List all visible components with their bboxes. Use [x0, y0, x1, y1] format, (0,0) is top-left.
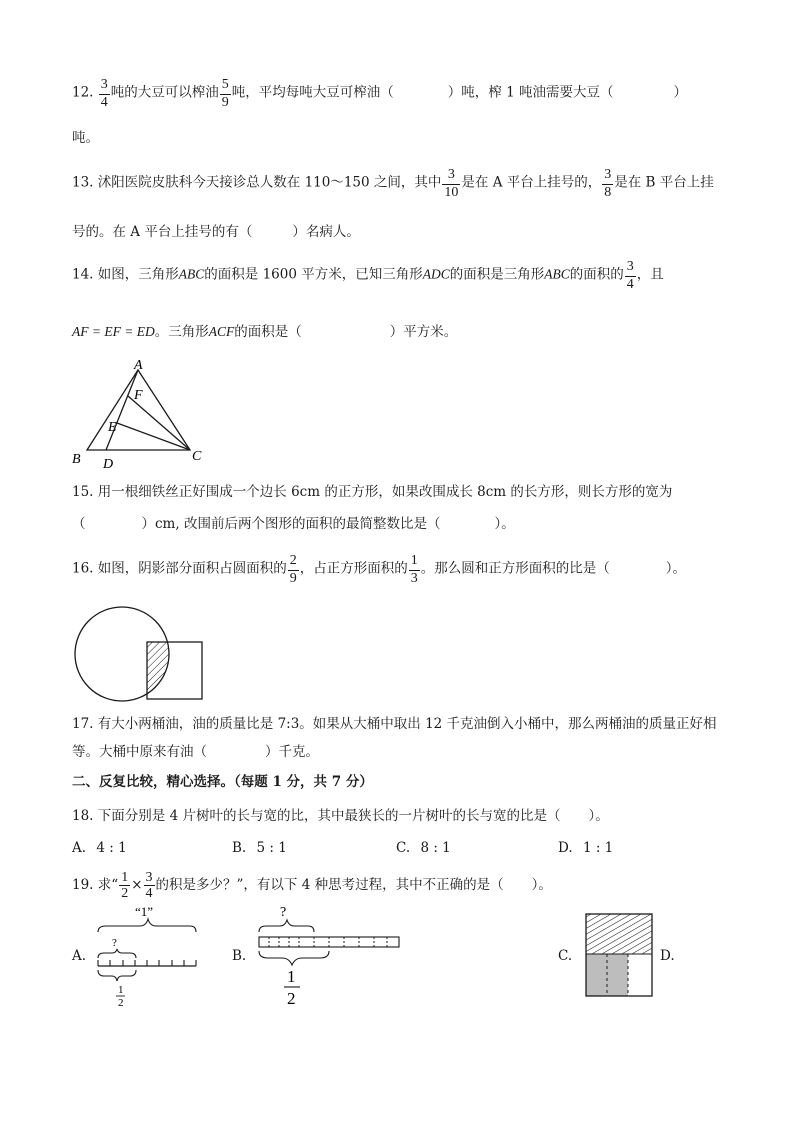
q18-text-1: 下面分别是 4 片树叶的长与宽的比，其中最狭长的一片树叶的长与宽的比是（: [97, 808, 561, 824]
q13-text-5: ）名病人。: [292, 224, 360, 240]
q16-text-3: 。那么圆和正方形面积的比是（: [420, 560, 610, 577]
q13-line1: [72, 166, 714, 200]
q16-fraction-a: $\frac{2}{9}$: [289, 553, 297, 586]
small-top-brace: [98, 949, 136, 958]
q16-line1: [72, 552, 686, 586]
q15-text-2: （: [72, 516, 86, 532]
q18-text-2: ）。: [588, 808, 609, 824]
q13-text-2: 是在 A 平台上挂号的，: [461, 174, 602, 191]
q18-option-b-label: B.: [232, 840, 247, 856]
q14-adc: ADC: [422, 266, 450, 282]
q15-line2: [72, 514, 515, 534]
q12-text-3: ）吨，榨 1 吨油需要大豆（: [447, 84, 614, 101]
q12-line1: [72, 76, 687, 110]
q19-option-b[interactable]: [232, 946, 246, 966]
q15-number: 15.: [72, 484, 94, 500]
q15-text-4: ）。: [494, 516, 515, 532]
hatched-top: [586, 914, 652, 954]
q19-fraction-a: $\frac{1}{2}$: [121, 870, 129, 901]
q14-text-4: 的面积的: [569, 266, 624, 283]
q18-option-d-value: 1 : 1: [582, 840, 614, 856]
q18-option-b[interactable]: [232, 838, 287, 858]
q14-line1: [72, 258, 664, 292]
q15-line1: [72, 482, 672, 502]
q18-option-d[interactable]: [558, 838, 613, 858]
segment-fc: [128, 396, 190, 450]
number-line-ticks: [98, 960, 196, 966]
q13-number: 13.: [72, 174, 94, 191]
q18-option-a-label: A.: [72, 840, 87, 856]
q14-fraction: $\frac{3}{4}$: [626, 259, 634, 292]
q18-option-c[interactable]: [396, 838, 451, 858]
bottom-brace-b: [259, 951, 329, 965]
q17-text-2: 等。大桶中原来有油（: [72, 744, 207, 760]
q18-option-c-label: C.: [396, 840, 411, 856]
q14-number: 14.: [72, 266, 94, 283]
shaded-region: [147, 642, 177, 702]
q18-option-a[interactable]: [72, 838, 127, 858]
q19-option-a-diagram: [92, 902, 204, 1012]
q17-line2: [72, 742, 319, 762]
q19-option-a-label: A.: [72, 948, 87, 964]
q14-abc: ABC: [178, 266, 205, 282]
q16-text-1: 如图，阴影部分面积占圆面积的: [97, 560, 287, 577]
label-e: E: [108, 420, 117, 435]
q18-option-b-value: 5 : 1: [256, 840, 287, 856]
q17-number: 17.: [72, 716, 94, 732]
q18-line1: [72, 806, 609, 826]
q18-option-c-value: 8 : 1: [420, 840, 451, 856]
q14-text-5: ，且: [636, 266, 664, 283]
q16-text-4: ）。: [665, 560, 687, 577]
segment-ec: [117, 423, 190, 450]
q18-number: 18.: [72, 808, 94, 824]
top-brace: [98, 919, 196, 932]
bar-dividers: [269, 937, 387, 947]
half-num-b: 1: [287, 967, 296, 986]
section-2-title: 二、反复比较，精心选择。（每题 1 分，共 7 分）: [72, 774, 373, 790]
q13-fraction-b: $\frac{3}{8}$: [604, 167, 612, 200]
q17-line1: [72, 714, 717, 734]
q14-equation: AF = EF = ED: [72, 324, 155, 339]
q19-text-3: ）。: [531, 877, 552, 893]
bottom-brace: [98, 970, 136, 981]
q19-option-c-diagram: [584, 912, 656, 1000]
q19-option-b-diagram: [254, 902, 404, 1010]
q14-abc-2: ABC: [544, 266, 570, 282]
q12-fraction-a: $\frac{3}{4}$: [100, 77, 108, 110]
label-f: F: [134, 388, 143, 403]
q14-triangle-figure: [70, 356, 220, 472]
q14-text-6: 。三角形: [154, 324, 209, 340]
triangle-abc: [87, 370, 190, 450]
q18-option-a-value: 4 : 1: [96, 840, 127, 856]
one-label: “1”: [135, 904, 154, 919]
label-c: C: [192, 449, 202, 464]
q19-line1: [72, 870, 552, 901]
q13-text-3: 是在 B 平台上挂: [614, 174, 714, 191]
q19-number: 19.: [72, 877, 94, 893]
q13-text-1: 沭阳医院皮肤科今天接诊总人数在 110～150 之间，其中: [97, 174, 442, 191]
label-b: B: [72, 452, 81, 467]
q19-fraction-b: $\frac{3}{4}$: [145, 870, 153, 901]
q19-option-c[interactable]: [558, 946, 572, 966]
q19-option-a[interactable]: [72, 946, 86, 966]
q12-line2: [72, 128, 99, 148]
q15-text-3: ）cm, 改围前后两个图形的面积的最简整数比是（: [141, 516, 441, 532]
q12-text-5: 吨。: [72, 130, 99, 146]
q16-circle-square-figure: [70, 604, 210, 704]
label-d: D: [103, 457, 114, 472]
q13-text-4: 号的。在 A 平台上挂号的有（: [72, 224, 253, 240]
top-brace-b: [259, 920, 314, 932]
q12-text-1: 吨的大豆可以榨油: [110, 84, 219, 101]
q12-fraction-b: $\frac{5}{9}$: [221, 77, 229, 110]
half-num-a: 1: [118, 984, 124, 996]
label-a: A: [134, 358, 143, 373]
q19-option-c-label: C.: [558, 948, 573, 964]
q12-text-4: ）: [673, 84, 687, 101]
q19-option-d[interactable]: [660, 946, 675, 966]
half-den-b: 2: [287, 989, 296, 1008]
q19-text-2: 的积是多少？”，有以下 4 种思考过程，其中不正确的是（: [155, 877, 504, 893]
q17-text-1: 有大小两桶油，油的质量比是 7:3。如果从大桶中取出 12 千克油倒入小桶中，那么两桶油的质量正好相: [97, 716, 717, 732]
q14-acf: ACF: [208, 324, 235, 339]
q19-times: ×: [131, 877, 143, 893]
q14-text-3: 的面积是三角形: [449, 266, 545, 283]
q19-text-1: 求“: [97, 877, 119, 893]
q16-fraction-b: $\frac{1}{3}$: [410, 553, 418, 586]
q14-text-7: 的面积是（: [234, 324, 302, 340]
segment-ad: [106, 370, 138, 450]
q19-option-b-label: B.: [232, 948, 247, 964]
q12-text-2: 吨，平均每吨大豆可榨油（: [231, 84, 394, 101]
q17-text-3: ）千克。: [265, 744, 319, 760]
question-mark-a: ?: [112, 937, 117, 949]
q14-text-1: 如图，三角形: [97, 266, 179, 283]
q15-text-1: 用一根细铁丝正好围成一个边长 6cm 的正方形，如果改围成长 8cm 的长方形，则长方形的宽为: [97, 484, 673, 500]
q13-line2: [72, 222, 360, 242]
q12-number: 12.: [72, 84, 94, 101]
q14-text-2: 的面积是 1600 平方米，已知三角形: [204, 266, 423, 283]
q14-line2: [72, 322, 457, 342]
q13-fraction-a: $\frac{3}{10}$: [444, 167, 459, 200]
q18-option-d-label: D.: [558, 840, 573, 856]
q19-option-d-label: D.: [660, 948, 675, 964]
q14-text-8: ）平方米。: [389, 324, 458, 340]
question-mark-b: ?: [280, 905, 287, 920]
q16-number: 16.: [72, 560, 94, 577]
half-den-a: 2: [118, 997, 124, 1009]
q16-text-2: ，占正方形面积的: [299, 560, 408, 577]
